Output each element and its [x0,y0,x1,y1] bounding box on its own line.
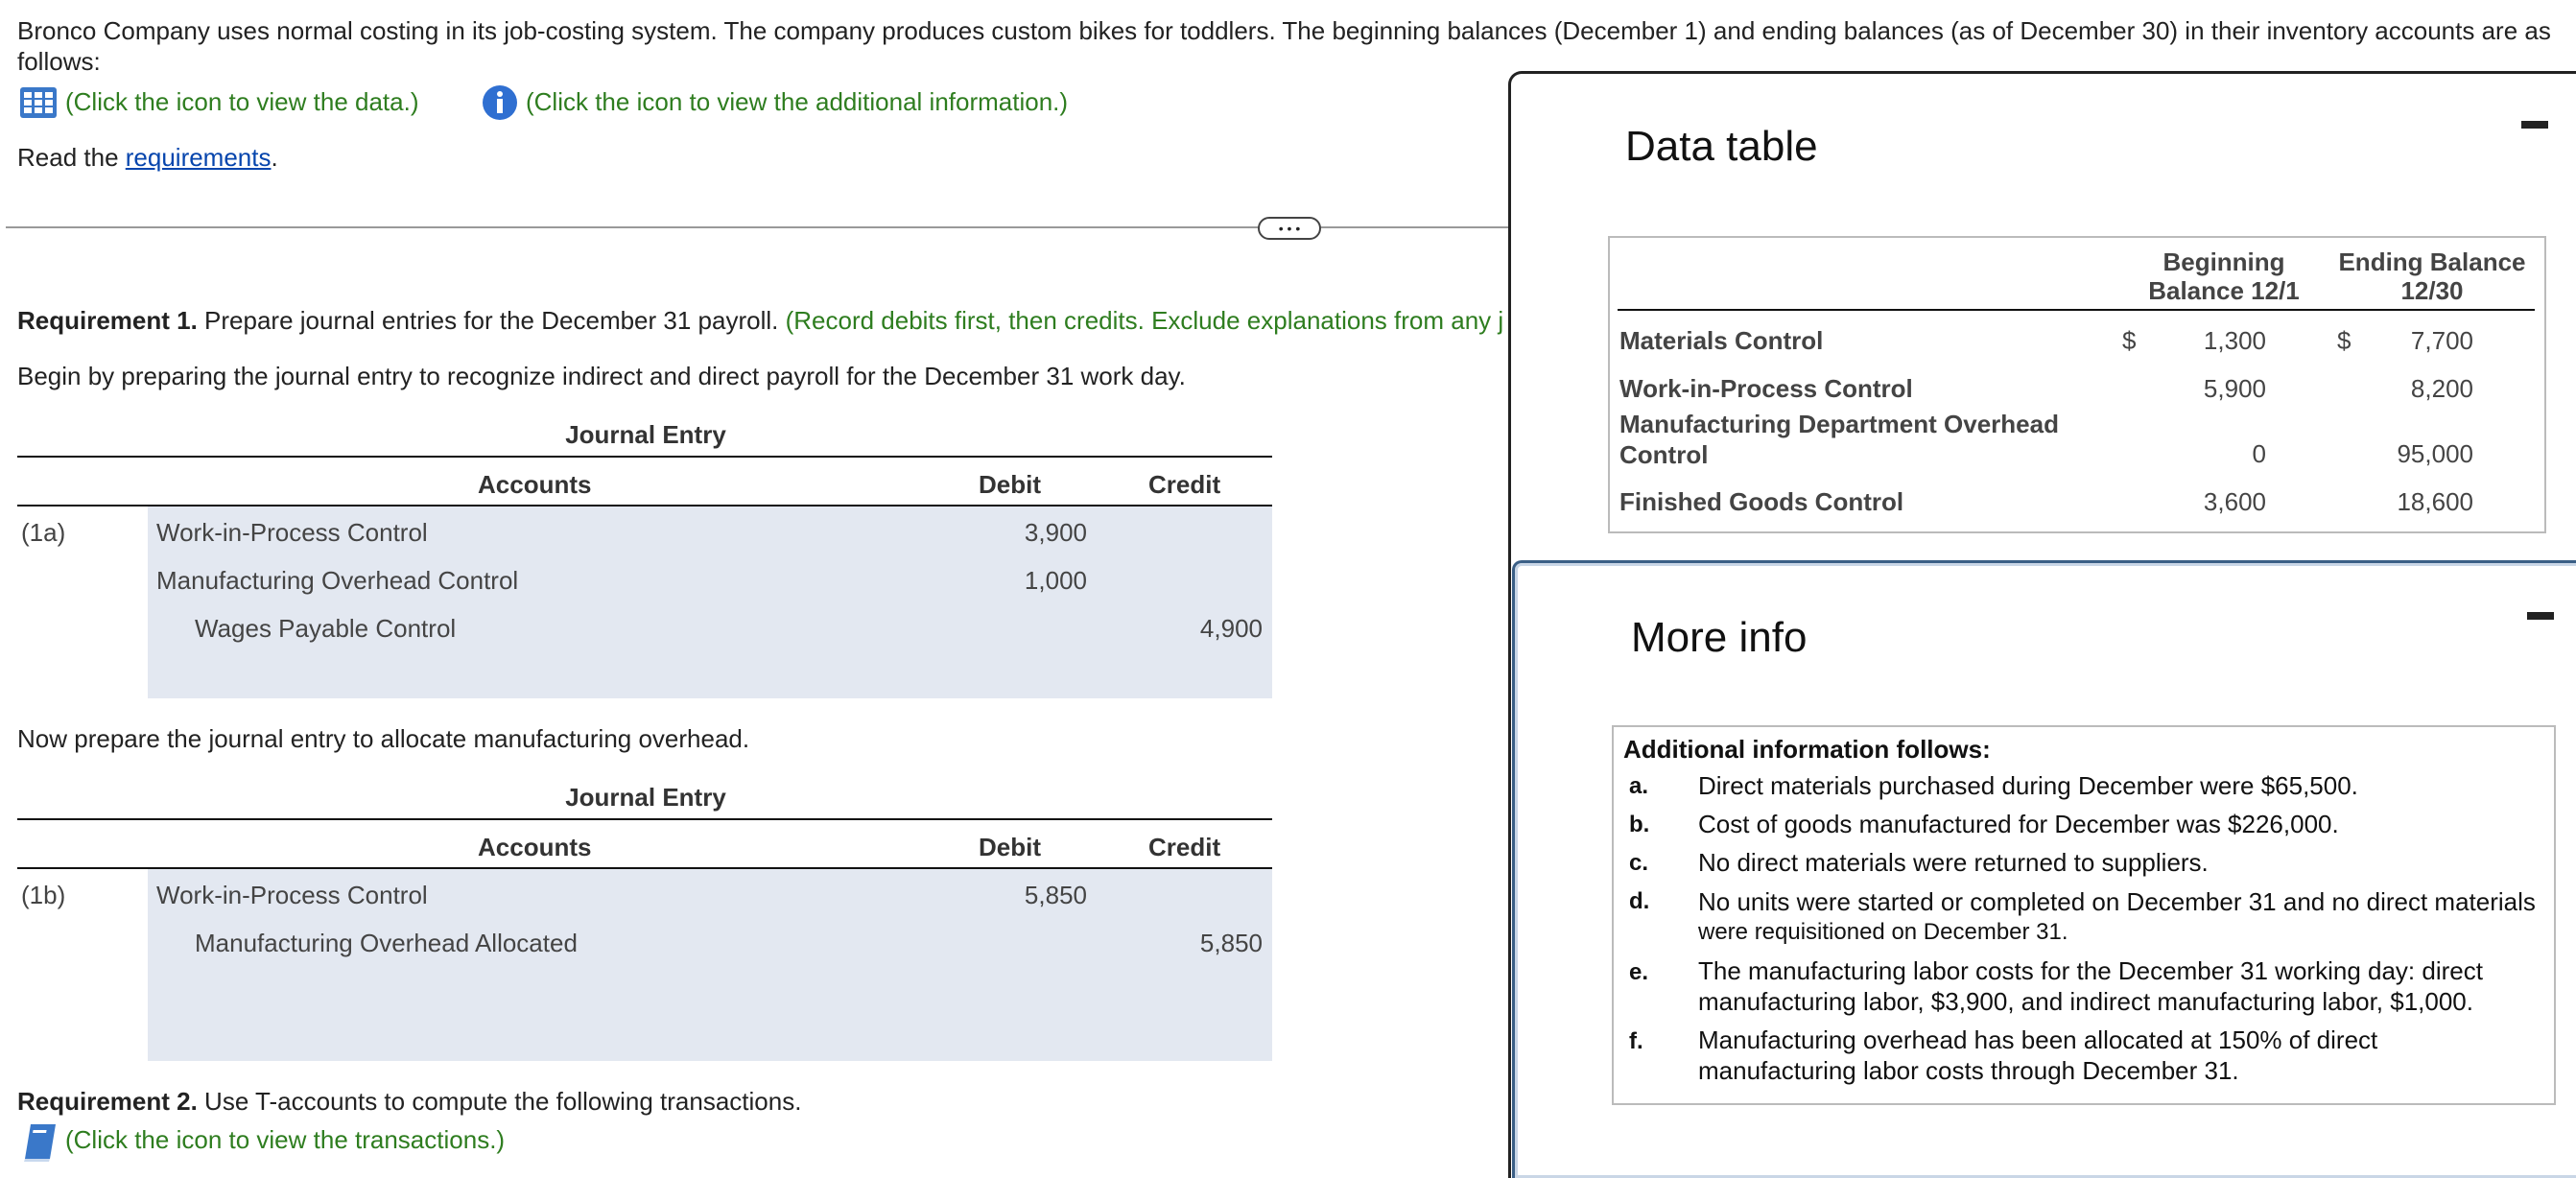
info-icon[interactable] [482,84,518,121]
row-label-line: Control [1619,440,1709,469]
account-cell[interactable]: Work-in-Process Control [156,881,428,909]
row-label: Work-in-Process Control [1619,374,1913,403]
item-text-line: manufacturing labor, $3,900, and indirect manufacturing labor, $1,000. [1698,987,2473,1016]
row-label [1619,409,2059,470]
item-text-line: manufacturing labor costs through December 31. [1698,1056,2239,1085]
header-line: Balance 12/1 [2148,276,2300,305]
debit-cell[interactable]: 1,000 [1024,566,1087,595]
requirements-link[interactable]: requirements [125,143,272,172]
account-cell[interactable]: Manufacturing Overhead Control [156,566,519,595]
end-value: 8,200 [2410,374,2473,403]
begin-value: 3,600 [2203,487,2266,516]
accounts-header: Accounts [478,470,592,499]
data-table-icon[interactable] [19,86,58,119]
accounts-header: Accounts [478,833,592,861]
intro-line-2: follows: [17,47,101,76]
entry-label: (1a) [21,518,66,547]
item-text [1698,886,2536,948]
debit-header: Debit [979,833,1041,861]
requirement-1 [17,305,1514,336]
requirement-2-label: Requirement 2. [17,1087,198,1116]
read-prefix: Read the [17,143,126,172]
begin-value: 0 [2252,439,2266,468]
item-text [1698,955,2483,1017]
end-value: 18,600 [2397,487,2473,516]
item-text-line: were requisitioned on December 31. [1698,919,2068,945]
end-value: 95,000 [2397,439,2473,468]
item-text-line: Manufacturing overhead has been allocated at 150% of direct [1698,1025,2378,1054]
item-letter: b. [1629,812,1650,837]
item-text: Direct materials purchased during December were $65,500. [1698,771,2358,800]
requirement-1-label: Requirement 1. [17,306,198,335]
header-line: Ending Balance [2338,247,2526,276]
item-text: Cost of goods manufactured for December was $226,000. [1698,810,2339,838]
requirement-1-text: Prepare journal entries for the December 31 payroll. [197,306,779,335]
item-text-line: No units were started or completed on December 31 and no direct materials [1698,887,2536,916]
data-table-header-rule [1618,309,2535,311]
more-info-heading: Additional information follows: [1623,735,1991,764]
read-suffix: . [271,143,278,172]
debit-cell[interactable]: 3,900 [1024,518,1087,547]
item-letter: f. [1629,1028,1643,1054]
credit-cell[interactable]: 5,850 [1199,929,1263,957]
journal-rule [17,818,1272,820]
currency-symbol: $ [2122,326,2137,355]
read-requirements [17,142,278,173]
credit-header: Credit [1148,833,1221,861]
book-icon[interactable] [21,1122,59,1163]
view-transactions-link[interactable]: (Click the icon to view the transactions.) [65,1125,506,1154]
header-line: Beginning [2162,247,2285,276]
account-cell[interactable]: Wages Payable Control [195,614,457,643]
begin-value: 1,300 [2203,326,2266,355]
item-letter: d. [1629,888,1650,914]
more-info-title: More info [1631,614,1808,661]
journal-rule [17,456,1272,458]
row-label: Materials Control [1619,326,1824,355]
item-text [1698,1025,2377,1086]
item-letter: e. [1629,959,1649,985]
credit-header: Credit [1148,470,1221,499]
debit-cell[interactable]: 5,850 [1024,881,1087,909]
payroll-instruction: Begin by preparing the journal entry to recognize indirect and direct payroll for the December 31 work day. [17,362,1186,390]
data-table-title: Data table [1625,123,1818,170]
requirement-2 [17,1086,801,1117]
currency-symbol: $ [2337,326,2351,355]
overhead-instruction: Now prepare the journal entry to allocate manufacturing overhead. [17,724,750,753]
begin-value: 5,900 [2203,374,2266,403]
requirement-1-hint: (Record debits first, then credits. Exclude explanations from any j [778,306,1504,335]
divider-handle[interactable]: • • • [1258,217,1321,240]
entry-label: (1b) [21,881,66,909]
requirement-2-text: Use T-accounts to compute the following transactions. [197,1087,802,1116]
view-data-link[interactable]: (Click the icon to view the data.) [65,87,419,116]
intro-line-1: Bronco Company uses normal costing in its job-costing system. The company produces custom bikes for toddlers. The beginning balances (December 1) and ending balances (as of December 30) in their inventory accounts are as [17,16,2551,45]
minimize-icon[interactable] [2527,612,2554,620]
item-letter: c. [1629,850,1649,876]
ending-balance-header [2320,247,2544,305]
item-letter: a. [1629,773,1649,799]
intro-paragraph [17,15,2569,77]
journal-entry-title: Journal Entry [565,420,726,449]
header-line: 12/30 [2400,276,2464,305]
minimize-icon[interactable] [2521,121,2548,129]
item-text-line: The manufacturing labor costs for the December 31 working day: direct [1698,956,2483,985]
account-cell[interactable]: Manufacturing Overhead Allocated [195,929,578,957]
debit-header: Debit [979,470,1041,499]
credit-cell[interactable]: 4,900 [1199,614,1263,643]
end-value: 7,700 [2410,326,2473,355]
view-info-link[interactable]: (Click the icon to view the additional information.) [526,87,1069,116]
beginning-balance-header [2128,247,2320,305]
row-label-line: Manufacturing Department Overhead [1619,410,2059,438]
item-text: No direct materials were returned to suppliers. [1698,848,2209,877]
account-cell[interactable]: Work-in-Process Control [156,518,428,547]
journal-entry-title: Journal Entry [565,783,726,812]
row-label: Finished Goods Control [1619,487,1904,516]
